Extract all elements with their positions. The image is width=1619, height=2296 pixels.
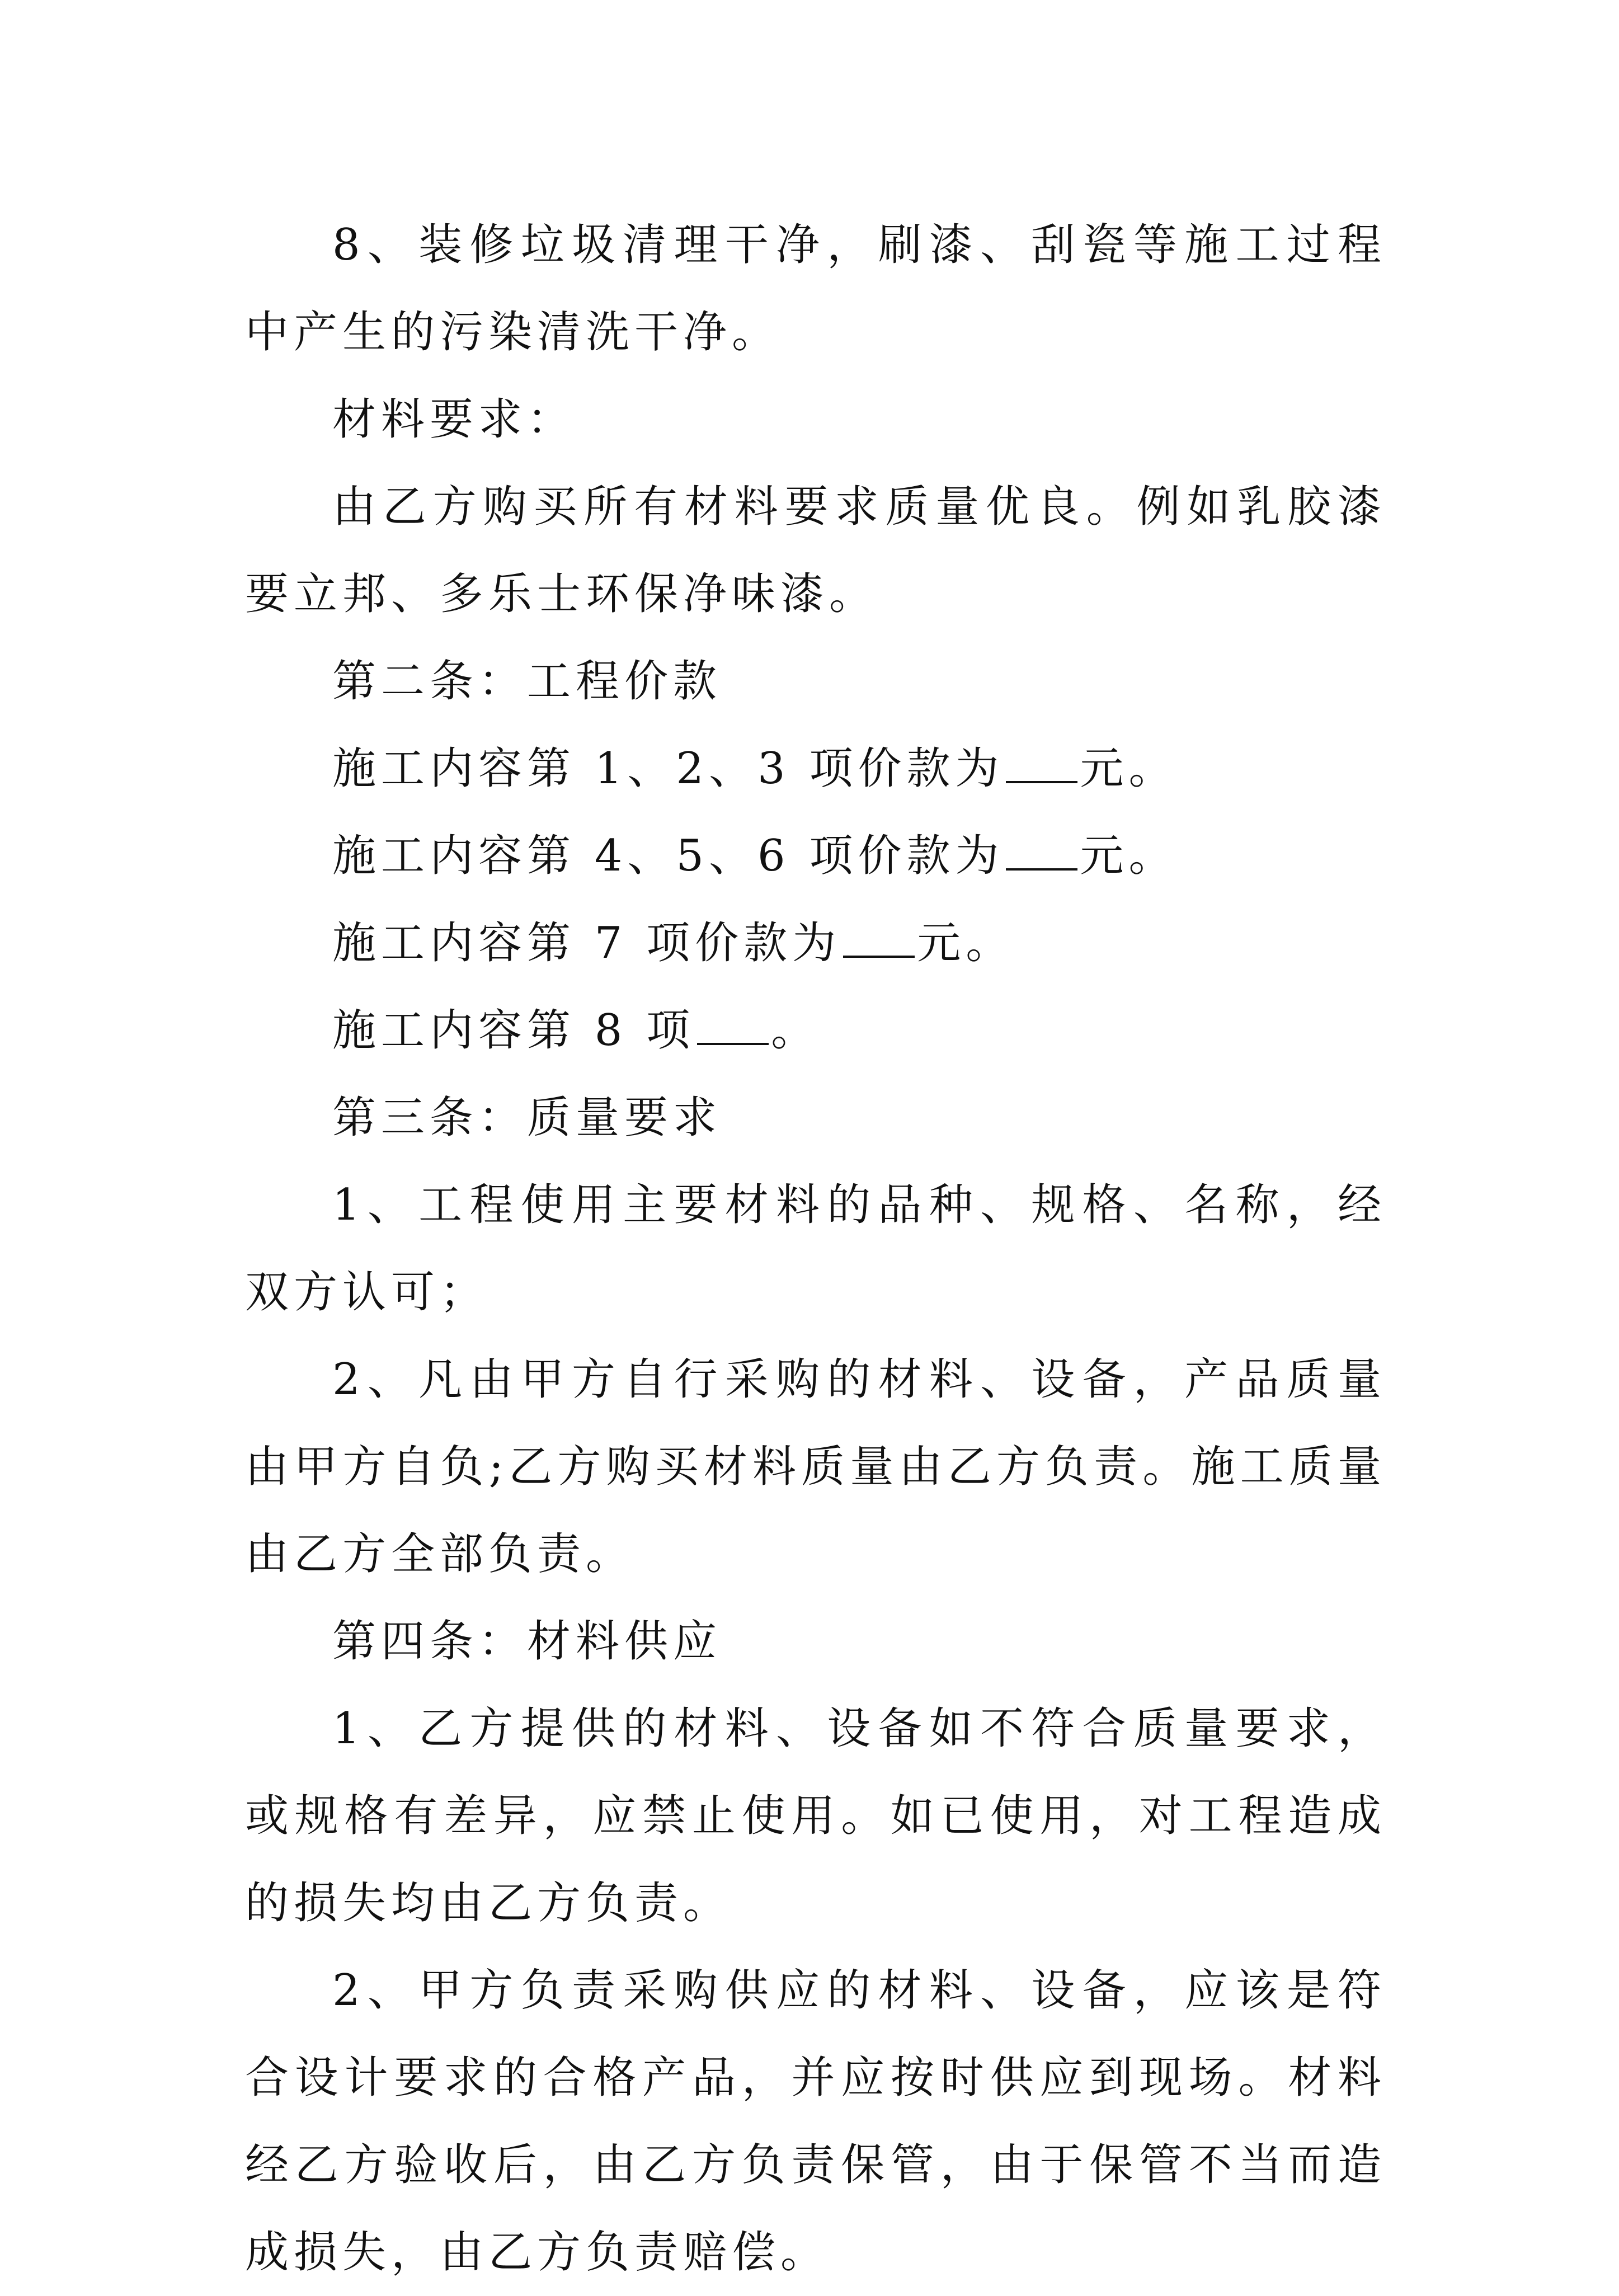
price-line-suffix: 。 (771, 1005, 820, 1056)
section-heading-article-2: 第二条：工程价款 (332, 656, 722, 707)
document-body (245, 201, 1386, 2296)
paragraph-cleanup: 8、装修垃圾清理干净，刷漆、刮瓷等施工过程中产生的污染清洗干净。 (245, 220, 1386, 357)
section-heading-article-3: 第三条：质量要求 (332, 1093, 722, 1143)
paragraph-price-item-8 (245, 987, 1386, 1074)
price-blank-field (843, 921, 915, 958)
paragraph-material-requirements: 由乙方购买所有材料要求质量优良。例如乳胶漆要立邦、多乐士环保净味漆。 (245, 482, 1386, 619)
paragraph-price-items-1-3 (245, 725, 1386, 812)
paragraph-material-requirements-heading: 材料要求： (332, 394, 576, 445)
price-line-suffix: 元。 (1080, 744, 1178, 794)
section-heading-article-4: 第四条：材料供应 (332, 1616, 722, 1667)
paragraph-price-item-7 (245, 900, 1386, 987)
price-line-text: 施工内容第 4、5、6 项价款为 (332, 831, 1004, 881)
price-line-text: 施工内容第 7 项价款为 (332, 918, 841, 968)
price-blank-field (697, 1008, 769, 1045)
price-blank-field (1006, 746, 1077, 783)
paragraph-supply-1: 1、乙方提供的材料、设备如不符合质量要求，或规格有差异，应禁止使用。如已使用，对工程造成的损失均由乙方负责。 (245, 1704, 1386, 1928)
price-line-suffix: 元。 (917, 918, 1015, 968)
price-blank-field (1006, 834, 1077, 871)
paragraph-price-items-4-6 (245, 812, 1386, 900)
price-line-text: 施工内容第 8 项 (332, 1005, 695, 1056)
paragraph-quality-1: 1、工程使用主要材料的品种、规格、名称，经双方认可； (245, 1180, 1386, 1318)
price-line-text: 施工内容第 1、2、3 项价款为 (332, 744, 1004, 794)
price-line-suffix: 元。 (1080, 831, 1178, 881)
paragraph-supply-2: 2、甲方负责采购供应的材料、设备，应该是符合设计要求的合格产品，并应按时供应到现场。材料经乙方验收后，由乙方负责保管，由于保管不当而造成损失，由乙方负责赔偿。 (245, 1965, 1386, 2278)
paragraph-quality-2: 2、凡由甲方自行采购的材料、设备，产品质量由甲方自负;乙方购买材料质量由乙方负责。施工质量由乙方全部负责。 (245, 1354, 1386, 1579)
